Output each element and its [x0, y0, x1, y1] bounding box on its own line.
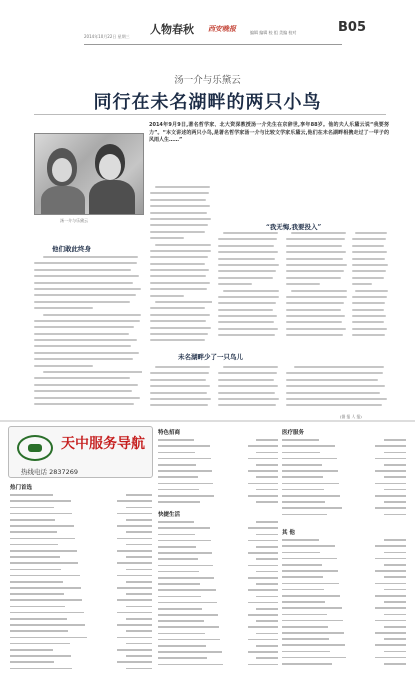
text-line: [34, 384, 138, 386]
section-title: 人物春秋: [150, 23, 194, 36]
text-line: [352, 321, 384, 323]
text-line: [352, 315, 386, 317]
text-line: [34, 288, 141, 290]
subhead-3: 未名湖畔少了一只鸟儿: [178, 353, 243, 361]
newspaper-logo: 西安晚报: [208, 24, 236, 33]
text-line: [352, 245, 384, 247]
text-line: [155, 244, 211, 246]
text-line: [286, 321, 342, 323]
body-column-8: [286, 366, 388, 412]
text-line: [34, 352, 139, 354]
section-separator: [0, 420, 415, 422]
text-line: [286, 296, 347, 298]
text-line: [43, 371, 142, 373]
text-line: [34, 397, 140, 399]
text-line: [218, 398, 279, 400]
text-line: [291, 232, 346, 234]
body-column-7: [218, 366, 280, 412]
text-line: [150, 398, 211, 400]
text-line: [34, 339, 137, 341]
text-line: [218, 251, 278, 253]
issue-date: 2014年10月22日 星期三: [84, 34, 130, 39]
header-rule: [84, 44, 342, 45]
text-line: [286, 385, 385, 387]
ad-title: 天中服务导航: [61, 436, 145, 452]
text-line: [150, 199, 206, 201]
text-line: [150, 327, 211, 329]
body-column-5: [352, 232, 388, 346]
text-line: [150, 379, 206, 381]
text-line: [218, 283, 252, 285]
text-line: [34, 345, 131, 347]
text-line: [286, 302, 344, 304]
directory-list-1: [10, 492, 152, 672]
text-line: [150, 237, 184, 239]
text-line: [223, 366, 278, 368]
text-line: [218, 404, 276, 406]
text-line: [150, 205, 210, 207]
text-line: [150, 392, 207, 394]
text-line: [34, 320, 140, 322]
text-line: [218, 379, 274, 381]
text-line: [352, 302, 385, 304]
text-line: [286, 398, 387, 400]
text-line: [218, 392, 275, 394]
text-line: [286, 251, 346, 253]
text-line: [150, 333, 208, 335]
text-line: [291, 290, 347, 292]
directory-heading-2: 特色招商: [158, 430, 181, 436]
article-lead: 2014年9月9日,著名哲学家、北大资深教授汤一介先生在京辞世,享年88岁。他的夫人乐黛云说“我要努力”。“本文讲述的两只小鸟,是著名哲学家汤一介与比较文学家乐黛云,他们在未名湖畔相携走过了一甲子的风雨人生……”: [149, 122, 389, 144]
text-line: [43, 256, 138, 258]
text-line: [218, 302, 276, 304]
text-line: [286, 258, 343, 260]
body-column-3: [218, 232, 280, 346]
text-line: [34, 301, 130, 303]
subhead-1: 他们敢此终身: [52, 245, 91, 253]
headline-rule: [34, 114, 386, 115]
listing-row: [282, 661, 406, 667]
text-line: [150, 212, 207, 214]
service-ad: [8, 426, 153, 478]
text-line: [352, 264, 388, 266]
directory-list-2: [158, 437, 278, 507]
text-line: [352, 258, 385, 260]
text-line: [286, 404, 382, 406]
text-line: [34, 403, 134, 405]
text-line: [34, 262, 137, 264]
text-line: [286, 334, 343, 336]
body-column-6: [150, 366, 212, 412]
text-line: [34, 275, 139, 277]
article-headline: 同行在未名湖畔的两只小鸟: [93, 92, 322, 113]
text-line: [286, 245, 342, 247]
text-line: [286, 238, 345, 240]
body-column-2: [150, 186, 212, 346]
text-line: [218, 264, 279, 266]
text-line: [150, 404, 208, 406]
text-line: [34, 269, 131, 271]
text-line: [150, 288, 207, 290]
text-line: [155, 366, 210, 368]
text-line: [218, 315, 277, 317]
text-line: [218, 334, 275, 336]
text-line: [218, 372, 277, 374]
text-line: [150, 231, 205, 233]
text-line: [286, 283, 320, 285]
directory-heading-5: 其 他: [282, 530, 295, 536]
text-line: [150, 269, 209, 271]
text-line: [34, 333, 129, 335]
text-line: [155, 301, 212, 303]
listing-row: [10, 665, 152, 671]
text-line: [218, 245, 274, 247]
text-line: [150, 263, 205, 265]
text-line: [286, 270, 344, 272]
photo-caption: 汤一介与乐黛云: [60, 218, 88, 223]
text-line: [150, 314, 210, 316]
text-line: [150, 339, 205, 341]
directory-list-4: [282, 437, 406, 523]
directory-heading-4: 医疗服务: [282, 430, 305, 436]
text-line: [34, 358, 133, 360]
subhead-2: “我无悔,我要投入”: [266, 223, 322, 231]
directory-list-5: [282, 537, 406, 672]
text-line: [352, 309, 384, 311]
text-line: [286, 315, 345, 317]
text-line: [34, 377, 130, 379]
text-line: [286, 309, 341, 311]
text-line: [286, 328, 346, 330]
text-line: [34, 365, 93, 367]
text-line: [223, 232, 278, 234]
couple-photo: [34, 133, 144, 215]
text-line: [352, 270, 386, 272]
listing-row: [282, 511, 406, 517]
text-line: [218, 258, 275, 260]
text-line: [223, 290, 279, 292]
text-line: [355, 290, 388, 292]
article-kicker: 汤一介与乐黛云: [174, 75, 241, 86]
text-line: [150, 320, 206, 322]
text-line: [352, 251, 387, 253]
text-line: [150, 250, 211, 252]
body-column-1: [34, 256, 142, 412]
text-line: [34, 294, 136, 296]
text-line: [286, 392, 380, 394]
text-line: [150, 295, 184, 297]
text-line: [286, 277, 341, 279]
text-line: [294, 366, 384, 368]
article-byline: (据 报 人 报): [340, 414, 362, 419]
directory-heading-3: 快捷生活: [158, 512, 181, 518]
text-line: [286, 379, 378, 381]
text-line: [150, 275, 206, 277]
page-header: [0, 0, 415, 52]
car-logo-icon: [17, 435, 53, 461]
text-line: [352, 334, 385, 336]
page-number: B05: [338, 20, 366, 35]
text-line: [150, 385, 210, 387]
directory-heading-1: 热门首选: [10, 485, 33, 491]
text-line: [286, 372, 383, 374]
text-line: [352, 277, 384, 279]
text-line: [43, 314, 141, 316]
text-line: [155, 186, 210, 188]
text-line: [352, 238, 386, 240]
listing-row: [158, 499, 278, 505]
text-line: [352, 283, 372, 285]
text-line: [218, 385, 278, 387]
text-line: [150, 307, 205, 309]
text-line: [34, 390, 132, 392]
listing-row: [158, 661, 278, 667]
text-line: [150, 224, 208, 226]
text-line: [218, 296, 279, 298]
ad-phone: 热线电话 2837269: [21, 468, 79, 476]
directory-list-3: [158, 519, 278, 672]
editor-meta: 编辑 编辑 校 组 美编 校对: [250, 30, 297, 35]
text-line: [355, 232, 387, 234]
text-line: [150, 218, 211, 220]
text-line: [218, 328, 278, 330]
text-line: [150, 192, 209, 194]
text-line: [218, 270, 276, 272]
text-line: [150, 372, 209, 374]
text-line: [34, 307, 93, 309]
body-column-4: [286, 232, 348, 346]
text-line: [218, 277, 273, 279]
text-line: [218, 309, 273, 311]
text-line: [218, 238, 277, 240]
text-line: [150, 282, 210, 284]
text-line: [352, 296, 387, 298]
text-line: [150, 256, 208, 258]
text-line: [34, 326, 134, 328]
text-line: [34, 282, 133, 284]
text-line: [286, 264, 347, 266]
text-line: [218, 321, 274, 323]
text-line: [352, 328, 387, 330]
